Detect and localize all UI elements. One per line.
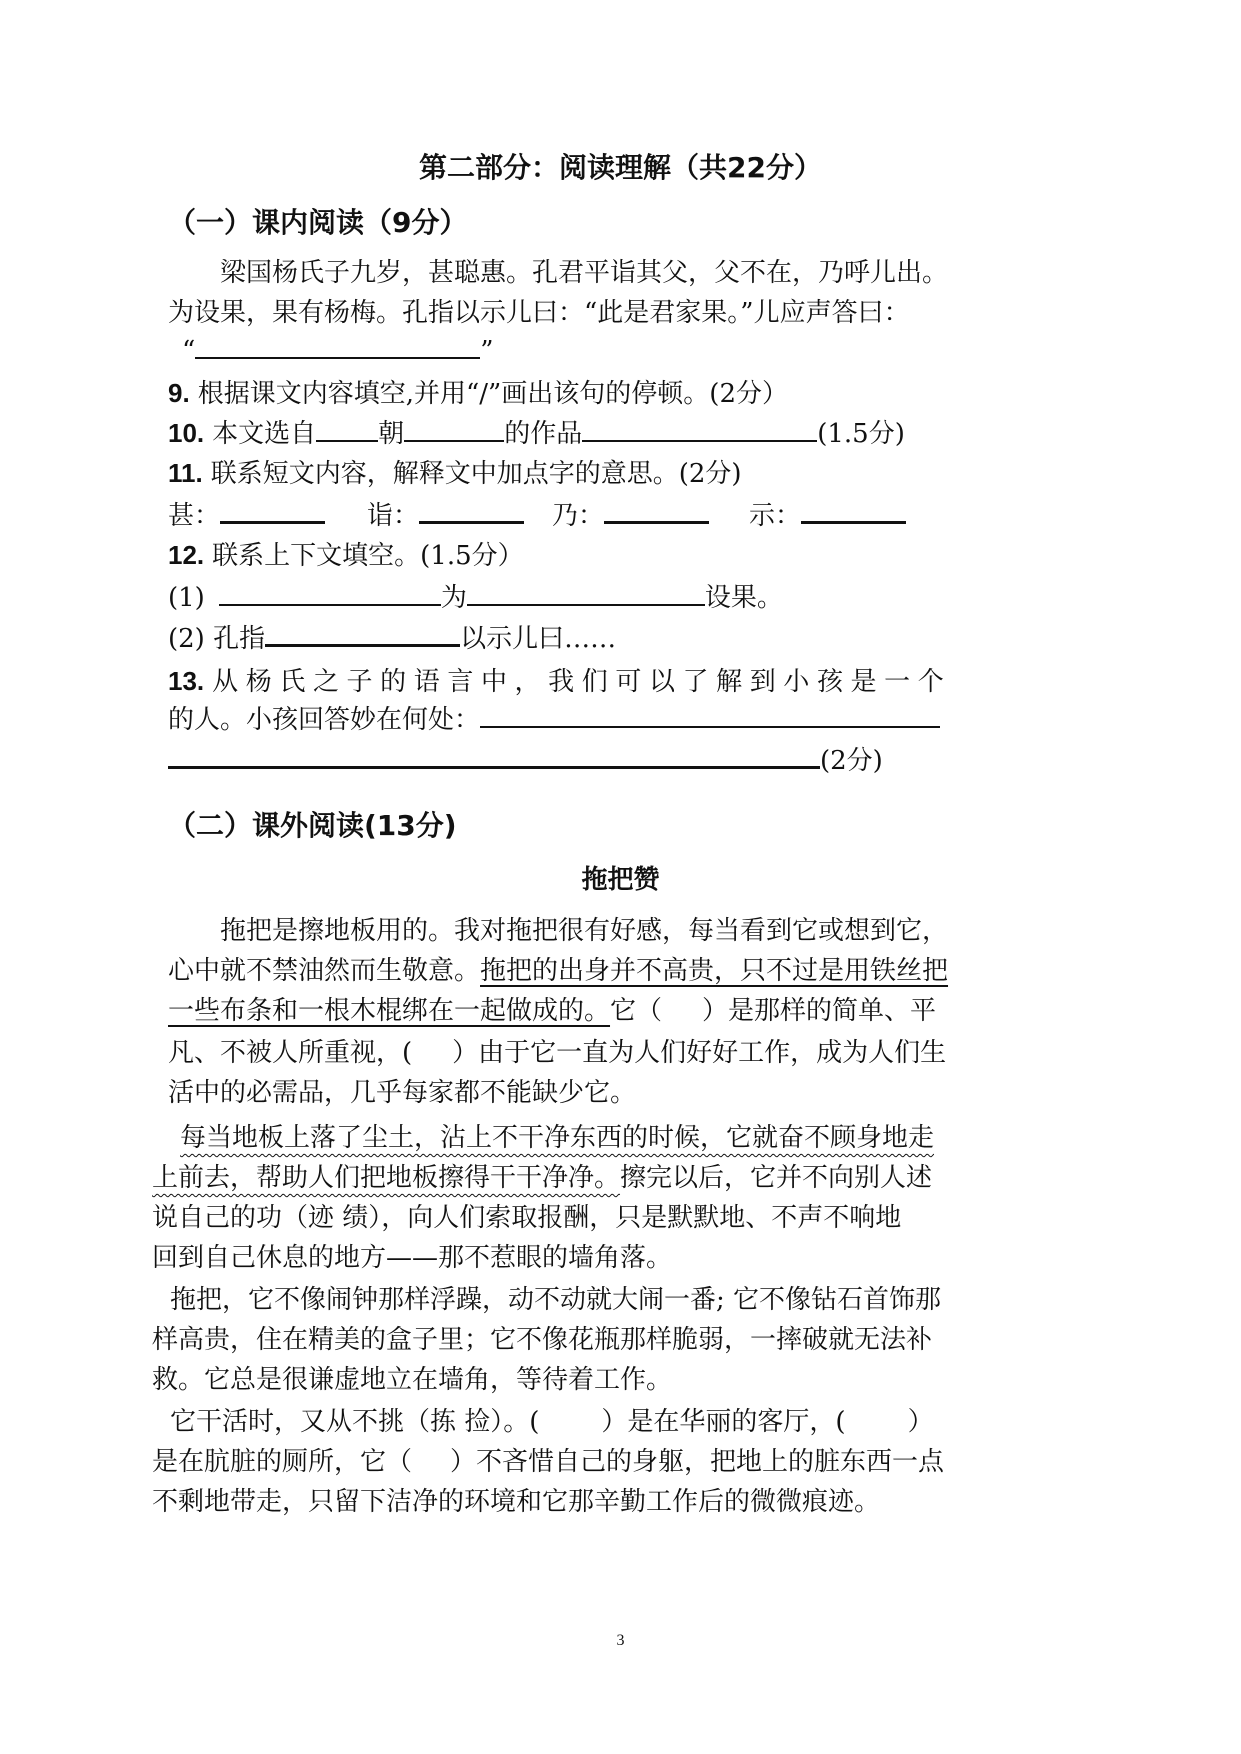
underlined-text: 一些布条和一根木棍绑在一起做成的。 — [168, 996, 611, 1026]
score: (2分) — [820, 746, 883, 776]
page-number: 3 — [616, 1632, 625, 1649]
p1-line-5: 活中的必需品，几乎每家都不能缺少它。 — [168, 1078, 637, 1108]
question-text: 本文选自 — [212, 419, 317, 449]
question-text: 联系短文内容，解释文中加点字的意思。(2分) — [210, 459, 742, 489]
fill-blank[interactable] — [467, 580, 705, 606]
p1-line-3 — [168, 993, 936, 1029]
q13-line-2 — [168, 702, 940, 738]
word-blank[interactable] — [220, 497, 325, 524]
word-label: 示： — [749, 501, 802, 531]
item-label: (2) 孔指 — [168, 624, 266, 654]
fill-text: 以示儿曰…… — [460, 624, 617, 654]
word-blank[interactable] — [604, 497, 709, 524]
answer-blank[interactable] — [195, 333, 480, 359]
p2-line-4: 回到自己休息的地方——那不惹眼的墙角落。 — [152, 1243, 673, 1273]
text: 它（ — [610, 996, 663, 1026]
question-number: 12. — [168, 540, 205, 570]
question-13 — [168, 663, 952, 700]
question-number: 13. — [168, 666, 205, 696]
question-number: 11. — [168, 458, 203, 488]
word-blank[interactable] — [419, 497, 524, 524]
fill-text: 为 — [440, 583, 467, 613]
passage-line-1: 梁国杨氏子九岁，甚聪惠。孔君平诣其父，父不在，乃呼儿出。 — [220, 258, 949, 288]
fill-blank[interactable] — [219, 580, 441, 606]
section2-heading: （二）课外阅读(13分) — [168, 809, 457, 842]
passage-line-2: 为设果，果有杨梅。孔指以示儿曰：“此是君家果。”儿应声答曰： — [168, 298, 910, 328]
text: 擦完以后，它并不向别人述 — [620, 1163, 933, 1193]
answer-blank[interactable] — [480, 702, 940, 728]
question-11 — [168, 455, 742, 492]
word-label: 乃： — [552, 501, 605, 531]
p2-line-1: 每当地板上落了尘土，沾上不干净东西的时候，它就奋不顾身地走 — [180, 1123, 935, 1153]
p2-line-2 — [152, 1160, 932, 1196]
work-blank[interactable] — [582, 416, 817, 442]
passage-answer-line — [182, 333, 494, 369]
dynasty-blank[interactable] — [316, 416, 378, 442]
question-10 — [168, 415, 905, 452]
q12-line-2 — [168, 620, 616, 657]
text: ）由于它一直为人们好好工作，成为人们生 — [452, 1038, 947, 1068]
text: ）不吝惜自己的身躯，把地上的脏东西一点 — [450, 1447, 945, 1477]
article-title: 拖把赞 — [581, 865, 660, 895]
p2-line-3: 说自己的功（迹 绩），向人们索取报酬，只是默默地、不声不响地 — [152, 1203, 902, 1233]
q12-line-1 — [168, 580, 783, 616]
question-12 — [168, 537, 524, 574]
p4-line-2 — [152, 1444, 944, 1480]
p3-line-3: 救。它总是很谦虚地立在墙角，等待着工作。 — [152, 1365, 673, 1395]
section1-heading: （一）课内阅读（9分） — [168, 206, 468, 239]
question-text: 的作品 — [504, 419, 583, 449]
question-number: 10. — [168, 418, 205, 448]
text: ）是那样的简单、平 — [702, 996, 937, 1026]
question-text: 朝 — [378, 419, 405, 449]
p1-line-2 — [168, 953, 948, 989]
underlined-text: 拖把的出身并不高贵，只不过是用铁丝把 — [480, 956, 949, 986]
word-label: 诣： — [367, 501, 420, 531]
word-explain-row — [168, 497, 906, 534]
part-title: 第二部分：阅读理解（共22分） — [419, 151, 822, 184]
p3-line-2: 样高贵，住在精美的盒子里；它不像花瓶那样脆弱，一摔破就无法补 — [152, 1325, 933, 1355]
fill-text: 设果。 — [704, 583, 783, 613]
text: 心中就不禁油然而生敬意。 — [168, 956, 481, 986]
question-text: 的人。小孩回答妙在何处： — [168, 705, 481, 735]
word-blank[interactable] — [801, 497, 906, 524]
text: 它干活时，又从不挑（拣 捡）。( — [170, 1407, 540, 1437]
question-number: 9. — [168, 378, 190, 408]
question-text: 联系上下文填空。(1.5分） — [212, 541, 524, 571]
word-label: 甚： — [168, 501, 221, 531]
p4-line-1 — [170, 1404, 934, 1440]
text: 是在肮脏的厕所，它（ — [152, 1447, 413, 1477]
open-quote: “ — [182, 336, 196, 366]
fill-blank[interactable] — [265, 620, 460, 647]
p4-line-3: 不剩地带走，只留下洁净的环境和它那辛勤工作后的微微痕迹。 — [152, 1487, 881, 1517]
question-text: 根据课文内容填空,并用“/”画出该句的停顿。(2分） — [197, 379, 788, 409]
text: ） — [907, 1407, 934, 1437]
text: 凡、不被人所重视，( — [168, 1038, 413, 1068]
answer-blank[interactable] — [168, 742, 820, 769]
p1-line-4 — [168, 1035, 946, 1071]
score: (1.5分) — [817, 419, 905, 449]
question-text: 从杨氏之子的语言中，我们可以了解到小孩是一个 — [212, 667, 952, 697]
p1-line-1: 拖把是擦地板用的。我对拖把很有好感，每当看到它或想到它， — [220, 916, 949, 946]
p3-line-1: 拖把，它不像闹钟那样浮躁，动不动就大闹一番; 它不像钻石首饰那 — [170, 1285, 942, 1315]
question-9 — [168, 375, 788, 412]
close-quote: ” — [480, 336, 494, 366]
wavy-underlined-text: 上前去，帮助人们把地板擦得干干净净。 — [152, 1163, 621, 1193]
item-label: (1) — [168, 583, 205, 613]
q13-line-3 — [168, 742, 883, 779]
text: ）是在华丽的客厅，( — [601, 1407, 846, 1437]
author-blank[interactable] — [404, 416, 504, 442]
